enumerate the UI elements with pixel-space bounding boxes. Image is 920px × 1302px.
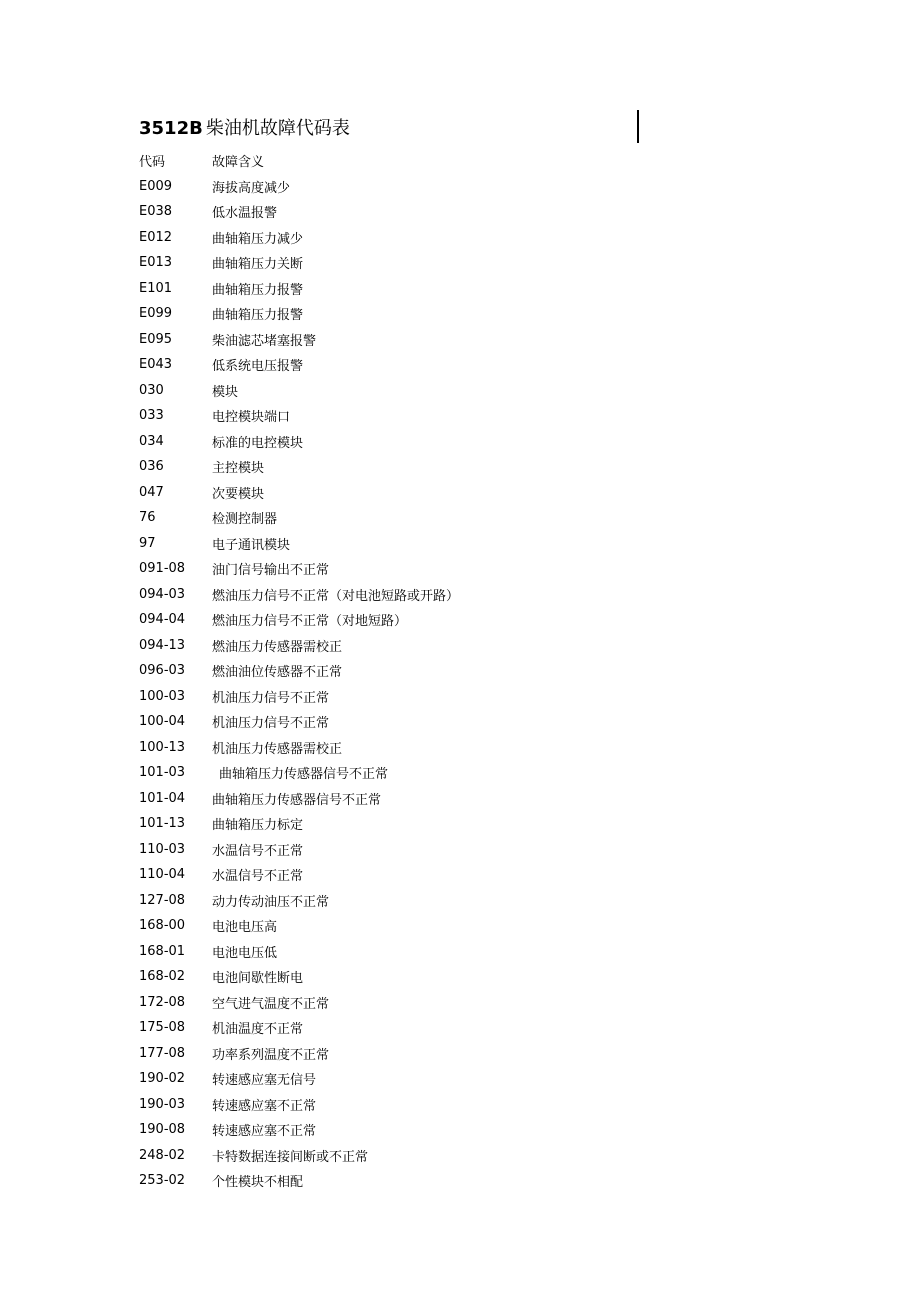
table-row [139,556,699,582]
table-row [139,990,699,1016]
table-row [139,684,699,710]
header-meaning: 故障含义 [212,155,265,171]
fault-code-table [139,148,699,1194]
table-row [139,199,699,225]
table-row [139,352,699,378]
fault-code: 190-08 [139,1122,186,1138]
table-row [139,1168,699,1194]
fault-code: 172-08 [139,994,186,1010]
fault-meaning: 燃油压力信号不正常（对地短路） [212,614,408,630]
table-row [139,378,699,404]
table-row [139,913,699,939]
fault-code: 096-03 [139,663,186,679]
fault-meaning: 水温信号不正常 [212,869,304,885]
table-row [139,429,699,455]
fault-code: 190-02 [139,1071,186,1087]
table-row [139,1015,699,1041]
fault-meaning: 卡特数据连接间断或不正常 [212,1149,369,1165]
fault-code: 101-03 [139,765,186,781]
table-row [139,480,699,506]
fault-code: 047 [139,484,164,500]
fault-meaning: 转速感应塞不正常 [212,1098,317,1114]
title-text: 柴油机故障代码表 [205,118,350,139]
fault-code: 168-01 [139,943,186,959]
fault-meaning: 燃油压力信号不正常（对电池短路或开路） [212,588,460,604]
fault-code: 033 [139,408,164,424]
table-row [139,301,699,327]
fault-meaning: 油门信号输出不正常 [212,563,330,579]
fault-code: 248-02 [139,1147,186,1163]
table-row [139,607,699,633]
table-row [139,276,699,302]
fault-meaning: 低水温报警 [212,206,278,222]
fault-code: 036 [139,459,164,475]
header-code: 代码 [139,155,166,171]
table-row [139,250,699,276]
fault-code: 034 [139,433,164,449]
fault-meaning: 次要模块 [212,486,265,502]
table-row [139,760,699,786]
fault-meaning: 曲轴箱压力报警 [212,282,304,298]
table-row [139,837,699,863]
fault-meaning: 电控模块端口 [212,410,291,426]
fault-code: 100-13 [139,739,186,755]
fault-meaning: 柴油滤芯堵塞报警 [212,333,317,349]
fault-meaning: 机油温度不正常 [212,1022,304,1038]
fault-meaning: 水温信号不正常 [212,843,304,859]
fault-code: E012 [139,229,173,245]
table-row [139,1066,699,1092]
fault-meaning: 海拔高度减少 [212,180,291,196]
title-model: 3512B [139,118,203,139]
table-row [139,862,699,888]
fault-meaning: 电池电压高 [212,920,278,936]
fault-code: 110-03 [139,841,186,857]
fault-meaning: 电池电压低 [212,945,278,961]
table-row [139,505,699,531]
table-row [139,964,699,990]
fault-code: 030 [139,382,164,398]
table-row [139,1143,699,1169]
table-row [139,531,699,557]
document-title [139,116,350,142]
fault-code: 175-08 [139,1020,186,1036]
fault-meaning: 曲轴箱压力传感器信号不正常 [212,792,382,808]
table-row [139,225,699,251]
fault-code: 168-00 [139,918,186,934]
table-row [139,786,699,812]
fault-code: 100-03 [139,688,186,704]
fault-code: 97 [139,535,156,551]
table-row [139,888,699,914]
table-row [139,327,699,353]
fault-code: E095 [139,331,173,347]
fault-code: 76 [139,510,156,526]
fault-code: 094-13 [139,637,186,653]
fault-meaning: 检测控制器 [212,512,278,528]
fault-code: 091-08 [139,561,186,577]
table-row [139,1041,699,1067]
fault-meaning: 燃油油位传感器不正常 [212,665,343,681]
fault-meaning: 低系统电压报警 [212,359,304,375]
fault-meaning: 曲轴箱压力关断 [212,257,304,273]
fault-code: 101-04 [139,790,186,806]
table-row [139,709,699,735]
fault-code: E101 [139,280,173,296]
table-row [139,403,699,429]
fault-meaning: 曲轴箱压力减少 [212,231,304,247]
fault-meaning: 转速感应塞不正常 [212,1124,317,1140]
table-row [139,1117,699,1143]
fault-code: E099 [139,306,173,322]
fault-meaning: 转速感应塞无信号 [212,1073,317,1089]
fault-code: E043 [139,357,173,373]
text-cursor-bar [637,110,639,143]
fault-meaning: 模块 [212,384,239,400]
fault-code: E013 [139,255,173,271]
fault-code: 177-08 [139,1045,186,1061]
fault-code: 100-04 [139,714,186,730]
fault-code: 101-13 [139,816,186,832]
fault-meaning: 功率系列温度不正常 [212,1047,330,1063]
table-header-row [139,148,699,174]
fault-code: 110-04 [139,867,186,883]
table-row [139,174,699,200]
fault-meaning: 动力传动油压不正常 [212,894,330,910]
fault-code: 253-02 [139,1173,186,1189]
fault-meaning: 机油压力传感器需校正 [212,741,343,757]
table-row [139,811,699,837]
fault-meaning: 空气进气温度不正常 [212,996,330,1012]
table-row [139,454,699,480]
fault-code: 168-02 [139,969,186,985]
fault-meaning: 曲轴箱压力传感器信号不正常 [219,767,389,783]
fault-meaning: 机油压力信号不正常 [212,690,330,706]
table-row [139,939,699,965]
fault-meaning: 标准的电控模块 [212,435,304,451]
fault-meaning: 电池间歇性断电 [212,971,304,987]
fault-meaning: 个性模块不相配 [212,1175,304,1191]
fault-code: 094-03 [139,586,186,602]
fault-meaning: 燃油压力传感器需校正 [212,639,343,655]
fault-code: E009 [139,178,173,194]
table-row [139,633,699,659]
fault-code: 094-04 [139,612,186,628]
table-row [139,658,699,684]
table-row [139,582,699,608]
fault-meaning: 电子通讯模块 [212,537,291,553]
table-row [139,735,699,761]
fault-meaning: 主控模块 [212,461,265,477]
fault-code: 127-08 [139,892,186,908]
fault-code: 190-03 [139,1096,186,1112]
fault-meaning: 曲轴箱压力报警 [212,308,304,324]
fault-meaning: 曲轴箱压力标定 [212,818,304,834]
fault-meaning: 机油压力信号不正常 [212,716,330,732]
fault-code: E038 [139,204,173,220]
table-row [139,1092,699,1118]
